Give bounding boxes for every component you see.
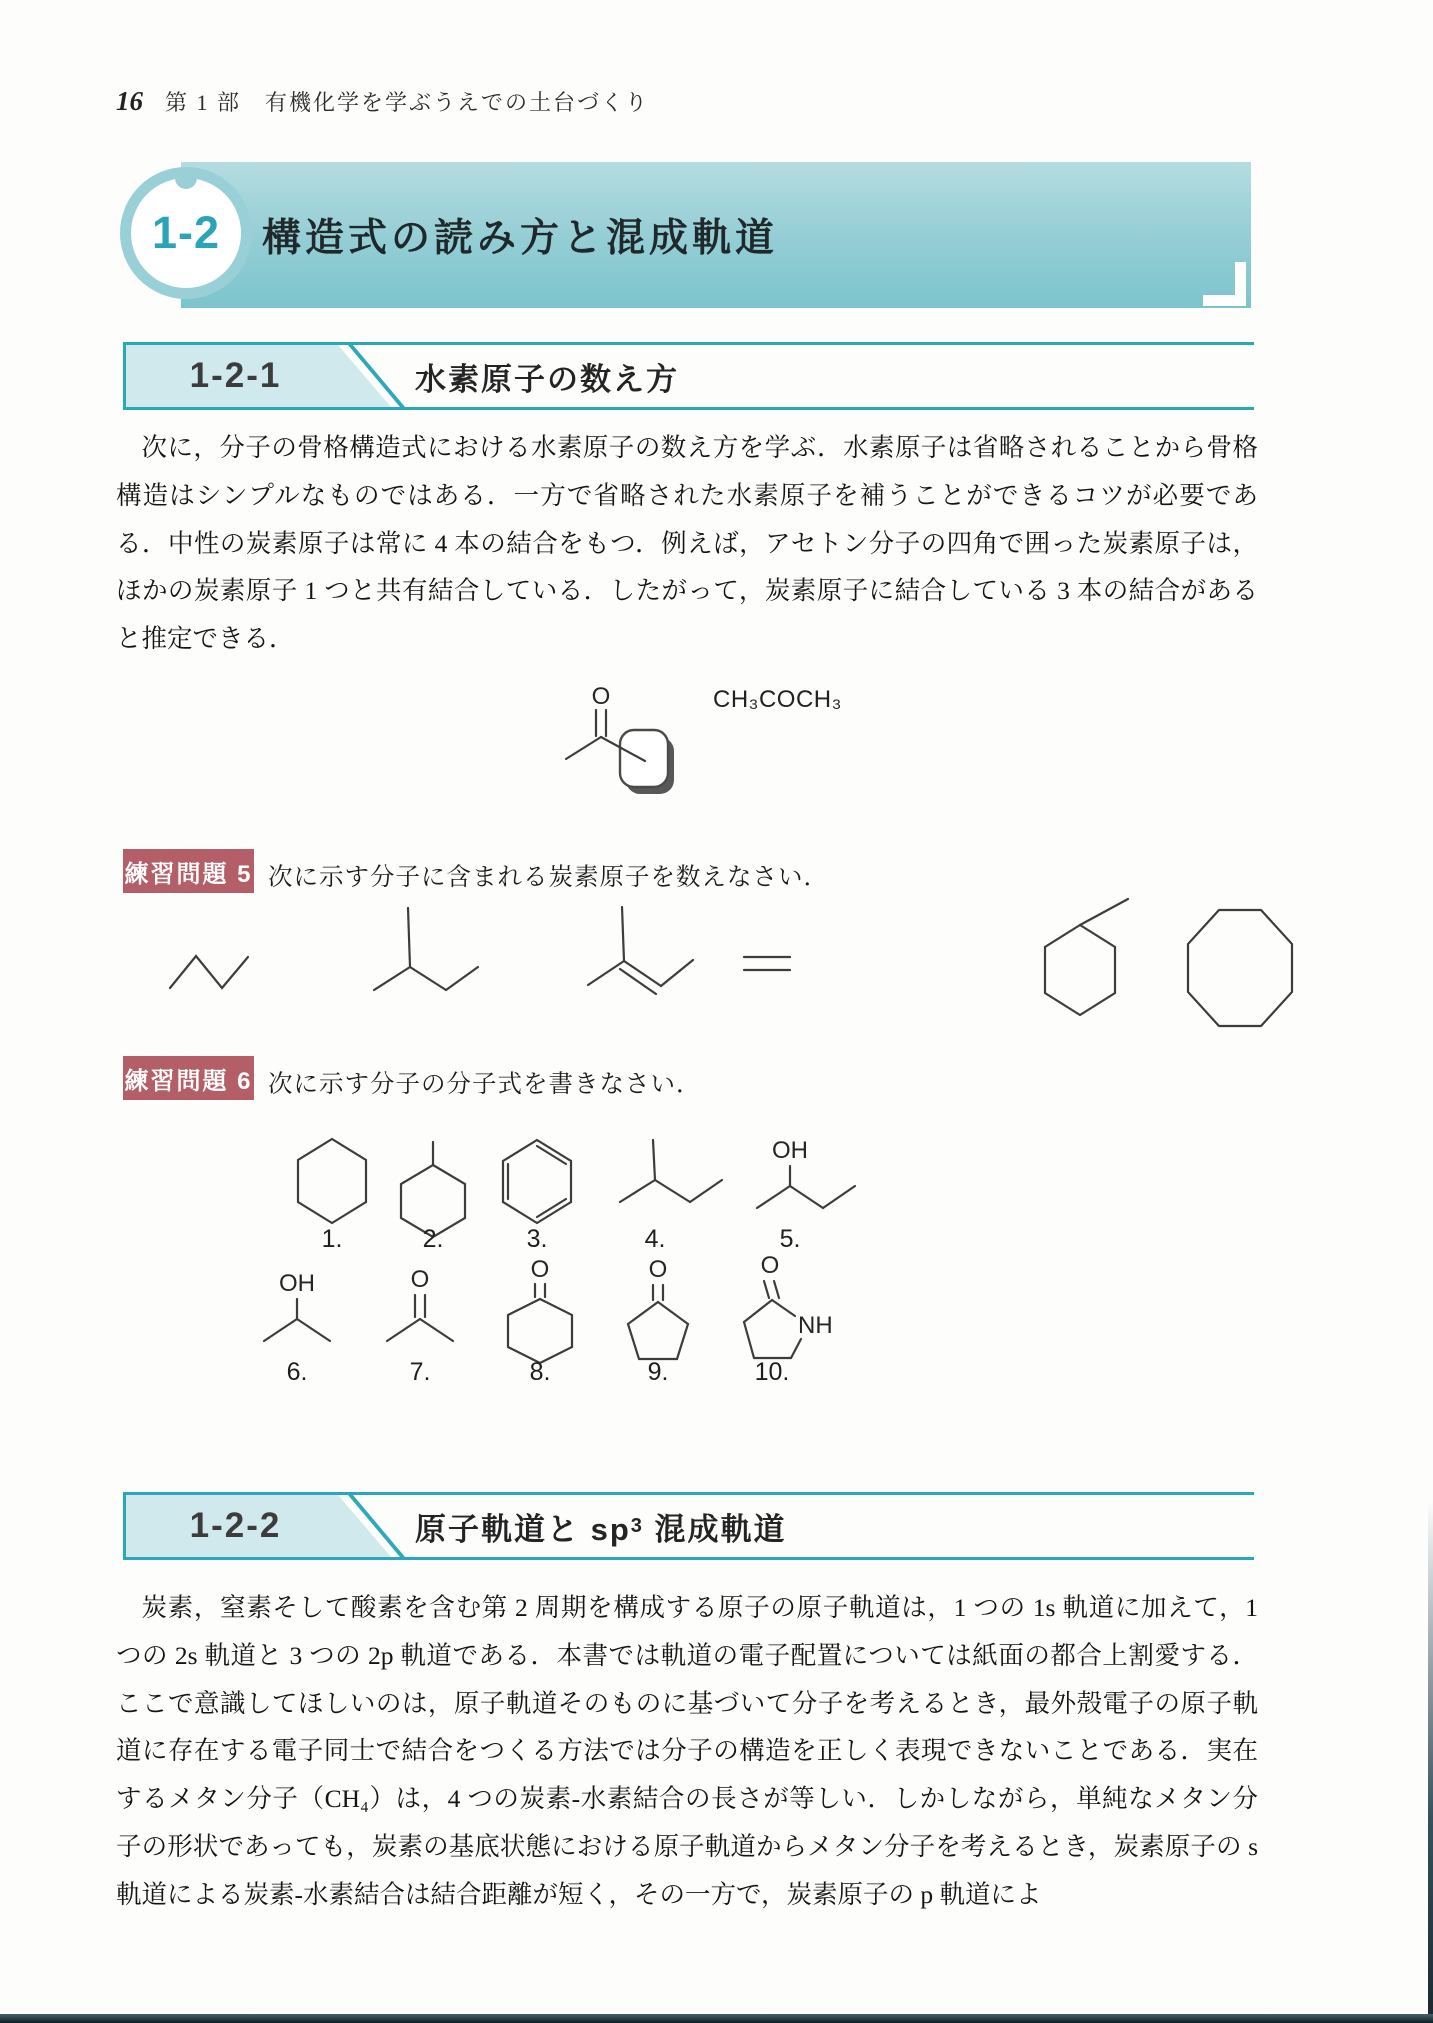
structure-label: 4. <box>644 1225 666 1253</box>
oxygen-label: O <box>410 1266 430 1293</box>
oxygen-label: O <box>760 1255 780 1279</box>
structure-cyclopentanone <box>628 1256 688 1359</box>
structure-cyclooctane <box>1188 910 1292 1026</box>
section-number: 1-2 <box>151 207 221 258</box>
section-title: 構造式の読み方と混成軌道 <box>262 217 779 260</box>
exercise-5-prompt: 次に示す分子に含まれる炭素原子を数えなさい． <box>268 864 829 891</box>
body-paragraph-1: 次に，分子の骨格構造式における水素原子の数え方を学ぶ．水素原子は省略されることから骨格構造はシンプルなものではある．一方で省略された水素原子を補うことができるコツが必要である．中性の炭素原子は常に 4 本の結合をもつ．例えば，アセトン分子の四角で囲った炭素原子は，ほかの炭素原子 1 つと共有結合している．したがって，炭素原子に結合している 3 本の結合があると推定できる． <box>116 433 1258 654</box>
title-post: 混成軌道 <box>643 1511 787 1547</box>
structure-acetone <box>387 1266 453 1341</box>
exercise-6-row1 <box>0 1120 1433 1260</box>
structure-methylbutane <box>374 908 478 990</box>
structure-benzene <box>503 1140 571 1223</box>
structure-isopropanol <box>264 1270 330 1341</box>
subsection-header-122 <box>123 1492 1254 1560</box>
exercise-5-structures <box>0 895 1433 1040</box>
structure-label: 1. <box>321 1225 343 1253</box>
structure-methylbutene <box>588 907 693 994</box>
subsection-title: 原子軌道と sp 3 混成軌道 <box>415 1492 787 1560</box>
subsection-number: 1-2-2 <box>189 1506 282 1545</box>
structure-label: 8. <box>529 1358 551 1386</box>
running-head <box>116 86 649 117</box>
subsection-title: 水素原子の数え方 <box>415 361 679 397</box>
oxygen-label: O <box>648 1256 668 1283</box>
page-edge <box>1428 1500 1433 2023</box>
structure-cyclohexanone <box>508 1256 572 1363</box>
structure-label: 9. <box>647 1358 669 1386</box>
page-edge <box>0 2014 1433 2023</box>
structure-methylcyclohexane <box>1045 899 1128 1015</box>
structure-label: 3. <box>526 1225 548 1253</box>
structure-pyrrolidone <box>744 1255 833 1358</box>
oxygen-label: O <box>530 1256 550 1283</box>
running-head-title: 第 1 部 有機化学を学ぶうえでの土台づくり <box>165 90 650 115</box>
section-banner <box>181 162 1251 308</box>
structure-acetone-boxed <box>566 683 674 794</box>
structure-label: 10. <box>754 1358 790 1386</box>
subsection-number: 1-2-1 <box>189 356 282 395</box>
corner-bracket-icon <box>1235 262 1246 306</box>
structure-label: 2. <box>422 1225 444 1253</box>
structure-methylcyclohexane <box>401 1142 465 1237</box>
structure-label: 5. <box>779 1225 801 1253</box>
structure-butane <box>170 956 248 988</box>
highlight-box <box>620 730 668 787</box>
oxygen-label: O <box>591 683 611 710</box>
hydroxyl-label: OH <box>279 1270 315 1297</box>
exercise-6-row2 <box>0 1255 1433 1405</box>
structure-label: 7. <box>409 1358 431 1386</box>
page-number: 16 <box>116 86 143 116</box>
nh-label: NH <box>798 1312 833 1339</box>
condensed-formula: CH₃COCH₃ <box>713 686 842 713</box>
structure-butanol <box>757 1137 855 1208</box>
body-paragraph-2: 炭素，窒素そして酸素を含む第 2 周期を構成する原子の原子軌道は，1 つの 1s 軌道に加えて，1 つの 2s 軌道と 3 つの 2p 軌道である．本書では軌道の電子配置については紙面の都合上割愛する．ここで意識してほしいのは，原子軌道そのものに基づいて分子を考えるとき，最外殻電子の原子軌道に存在する電子同士で結合をつくる方法では分子の構造を正しく表現できないことである．実在するメタン分子（CH₄）は，4 つの炭素-水素結合の長さが等しい．しかしながら，単純なメタン分子の形状であっても，炭素の基底状態における原子軌道からメタン分子を考えるとき，炭素原子の s 軌道による炭素-水素結合は結合距離が短く，その一方で，炭素原子の p 軌道によ <box>116 1593 1258 1909</box>
structure-ethene <box>744 957 790 970</box>
structure-label: 6. <box>286 1358 308 1386</box>
title-pre: 原子軌道と sp <box>415 1511 631 1547</box>
hydroxyl-label: OH <box>772 1137 808 1164</box>
subsection-header-121 <box>123 342 1254 410</box>
structure-cyclohexane <box>298 1139 366 1223</box>
structure-methylbutane <box>620 1140 722 1202</box>
exercise-6-prompt: 次に示す分子の分子式を書きなさい． <box>268 1071 702 1098</box>
exercise-5-badge: 練習問題 5 <box>123 849 254 893</box>
exercise-6-badge: 練習問題 6 <box>123 1056 254 1100</box>
